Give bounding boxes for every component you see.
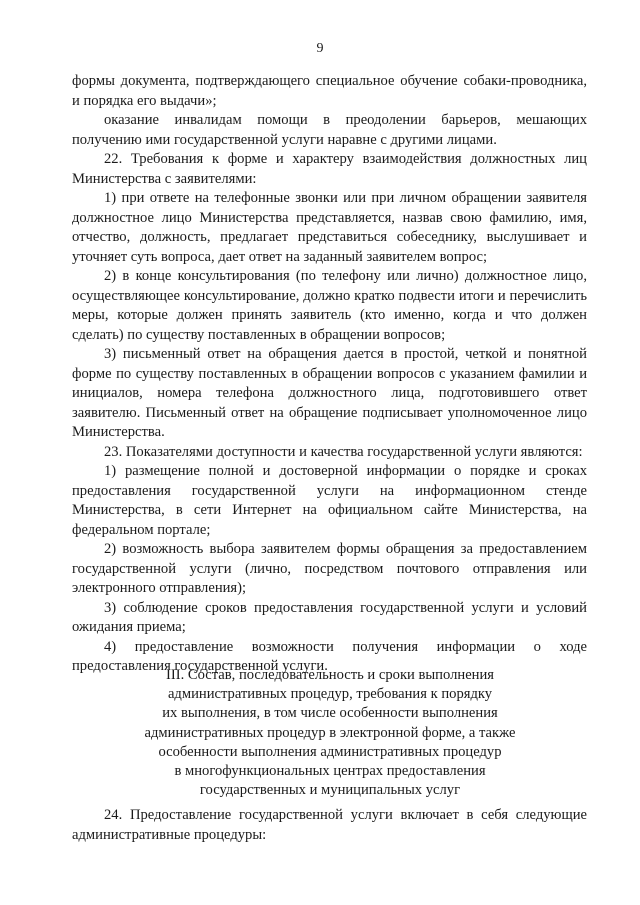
section-title-line: III. Состав, последовательность и сроки выполнения	[165, 667, 495, 683]
paragraph-assistance: оказание инвалидам помощи в преодолении барьеров, мешающих получению ими государственной услуги наравне с другими лицами.	[72, 112, 587, 148]
section-title-line: государственных и муниципальных услуг	[199, 782, 461, 799]
paragraph-22-heading: 22. Требования к форме и характеру взаимодействия должностных лиц Министерства с заявителями:	[72, 151, 587, 187]
section-title-line: особенности выполнения административных процедур	[158, 743, 502, 760]
paragraph-23-item-2: 2) возможность выбора заявителем формы обращения за предоставлением государственной услуги (лично, посредством почтового отправления или электронного отправления);	[72, 541, 587, 596]
paragraph-23-item-3: 3) соблюдение сроков предоставления государственной услуги и условий ожидания приема;	[72, 599, 587, 635]
page-number: 9	[316, 41, 324, 56]
paragraph-continuation: формы документа, подтверждающего специальное обучение собаки-проводника, и порядка его выдачи»;	[72, 73, 587, 109]
body-text	[72, 72, 587, 677]
section-title-line: в многофункциональных центрах предоставления	[174, 763, 486, 780]
paragraph-22-item-2: 2) в конце консультирования (по телефону или лично) должностное лицо, осуществляющее консультирование, должно кратко подвести итоги и перечислить меры, которые должен принять заявитель (кто именно, когда и что должен сделать) по существу поставленных в обращении вопросов;	[72, 268, 587, 343]
paragraph-24-block	[72, 806, 587, 845]
paragraph-23-heading: 23. Показателями доступности и качества государственной услуги являются:	[104, 443, 583, 460]
paragraph-23-item-4: 4) предоставление возможности получения информации о ходе предоставления государственной услуги.	[72, 638, 587, 674]
section-title	[100, 666, 560, 800]
section-title-line: их выполнения, в том числе особенности выполнения	[162, 705, 498, 722]
paragraph-22-item-3: 3) письменный ответ на обращения дается в простой, четкой и понятной форме по существу поставленных в обращении вопросов с указанием фамилии и инициалов, номера телефона должностного лица, подготовившего ответ заявителю. Письменный ответ на обращение подписывает уполномоченное лицо Министерства.	[72, 346, 587, 440]
section-title-line: административных процедур, требования к порядку	[167, 686, 493, 703]
section-title-line: административных процедур в электронной форме, а также	[144, 724, 516, 741]
paragraph-22-item-1: 1) при ответе на телефонные звонки или при личном обращении заявителя должностное лицо Министерства представляется, назвав свою фамилию, имя, отчество, должность, предлагает представиться собеседнику, выслушивает и уточняет суть вопроса, дает ответ на заданный заявителем вопрос;	[72, 190, 587, 265]
paragraph-24: 24. Предоставление государственной услуги включает в себя следующие административные процедуры:	[72, 807, 587, 843]
paragraph-23-item-1: 1) размещение полной и достоверной информации о порядке и сроках предоставления государственной услуги на информационном стенде Министерства, в сети Интернет на официальном сайте Министерства, на федеральном портале;	[72, 463, 587, 538]
